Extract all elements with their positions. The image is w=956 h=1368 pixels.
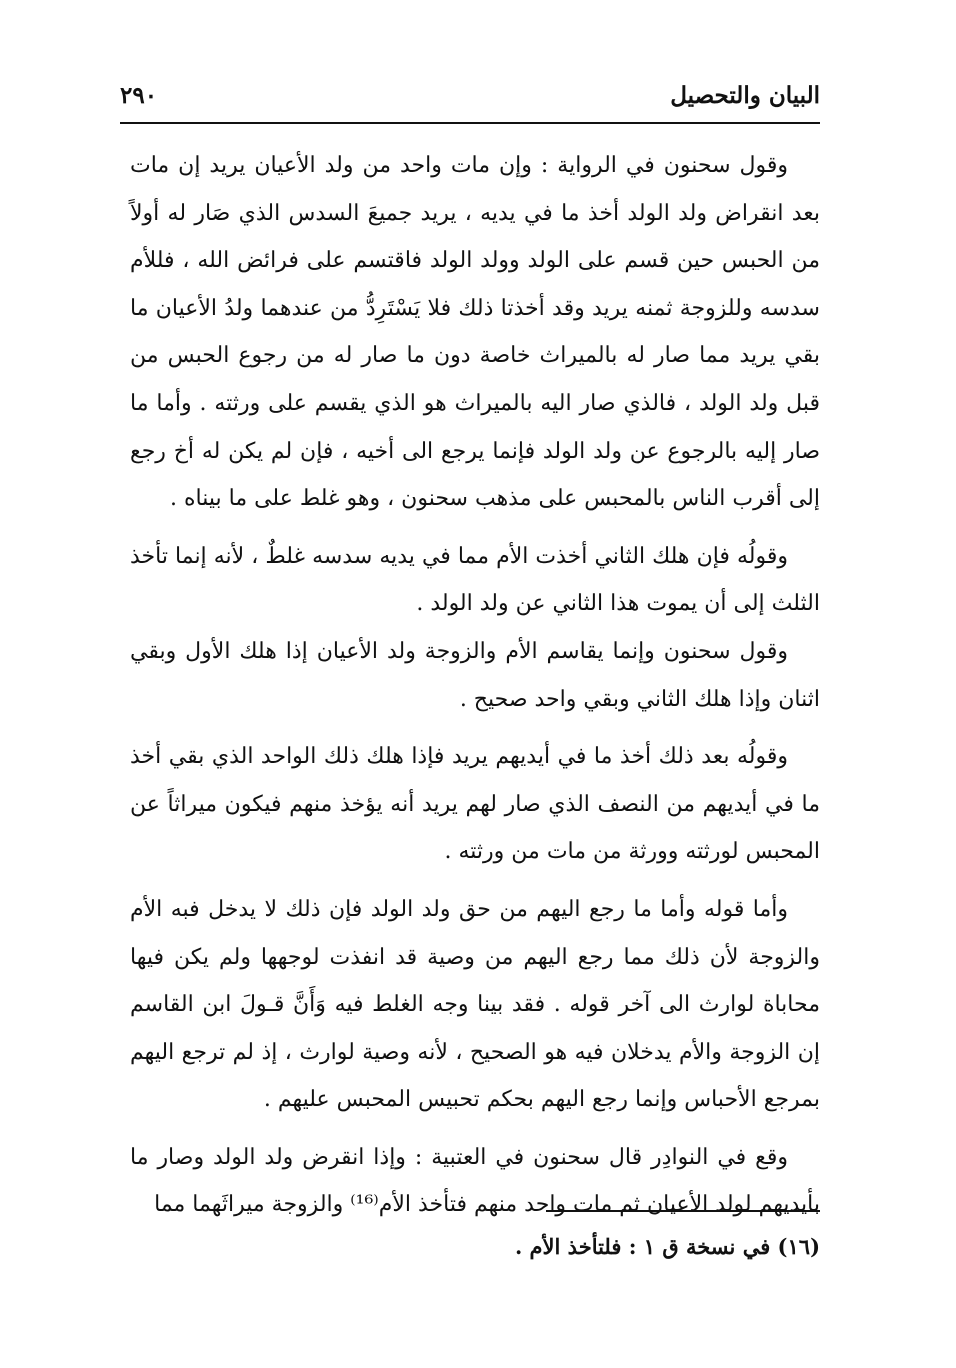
page-number: ٢٩٠: [120, 82, 158, 109]
paragraph: وقولُه فإن هلك الثاني أخذت الأم مما في يديه سدسه غلطٌ ، لأنه إنما تأخذ الثلث إلى أن يموت هذا الثاني عن ولد الولد .: [130, 543, 820, 617]
main-text: [130, 142, 820, 1229]
running-header: [120, 82, 820, 118]
paragraph: وقول سحنون وإنما يقاسم الأم والزوجة ولد الأعيان إذا هلك الأول وبقي اثنان وإذا هلك الثاني وبقي واحد صحيح .: [130, 638, 820, 712]
paragraph: وقع في النوادِر قال سحنون في العتبية : وإذا انقرض ولد الولد وصار ما بأيديهم لولد الأعيان ثم مات واحد منهم فتأخذ الأم⁽¹⁶⁾ والزوجة ميراثَهما مما: [130, 1144, 820, 1218]
footnote-divider: [546, 1210, 820, 1212]
header-divider: [120, 122, 820, 124]
footnote: (١٦) في نسخة ق ١ : فلتأخذ الأم .: [514, 1234, 820, 1259]
running-title: البيان والتحصيل: [670, 82, 820, 109]
paragraph: وقول سحنون في الرواية : وإن مات واحد من ولد الأعيان يريد إن مات بعد انقراض ولد الولد أخذ ما في يديه ، يريد جميعَ السدس الذي صَار له أولاً من الحبس حين قسم على الولد وولد الولد فاقتسم على فرائض الله ، فللأم سدسه وللزوجة ثمنه يريد وقد أخذتا ذلك فلا يَسْتَرِدُّ من عندهما ولدُ الأعيان ما بقي يريد مما صار له بالميراث خاصة دون ما صار له من رجوع الحبس من قبل ولد الولد ، فالذي صار اليه بالميراث هو الذي يقسم على ورثته . وأما ما صار إليه بالرجوع عن ولد الولد فإنما يرجع الى أخيه ، فإن لم يكن له أخ رجع إلى أقرب الناس بالمحبس على مذهب سحنون ، وهو غلط على ما بيناه .: [130, 153, 820, 512]
paragraph: وقولُه بعد ذلك أخذ ما في أيديهم يريد فإذا هلك ذلك الواحد الذي بقي أخذ ما في أيديهم من النصف الذي صار لهم يريد أنه يؤخذ منهم فيكون ميراثاً عن المحبس لورثته وورثة من مات من ورثته .: [130, 744, 820, 865]
paragraph: وأما قوله وأما ما رجع اليهم من حق ولد الولد فإن ذلك لا يدخل فبه الأم والزوجة لأن ذلك مما رجع اليهم من وصية قد انفذت لوجهها ولم يكن فيها محاباة لوارث الى آخر قوله . فقد بينا وجه الغلط فيه وَأَنَّ قـولَ ابن القاسم إن الزوجة والأم يدخلان فيه هو الصحيح ، لأنه وصية لوارث ، إذ لم ترجع اليهم بمرجع الأحباس وإنما رجع اليهم بحكم تحبيس المحبس عليهم .: [130, 896, 820, 1113]
